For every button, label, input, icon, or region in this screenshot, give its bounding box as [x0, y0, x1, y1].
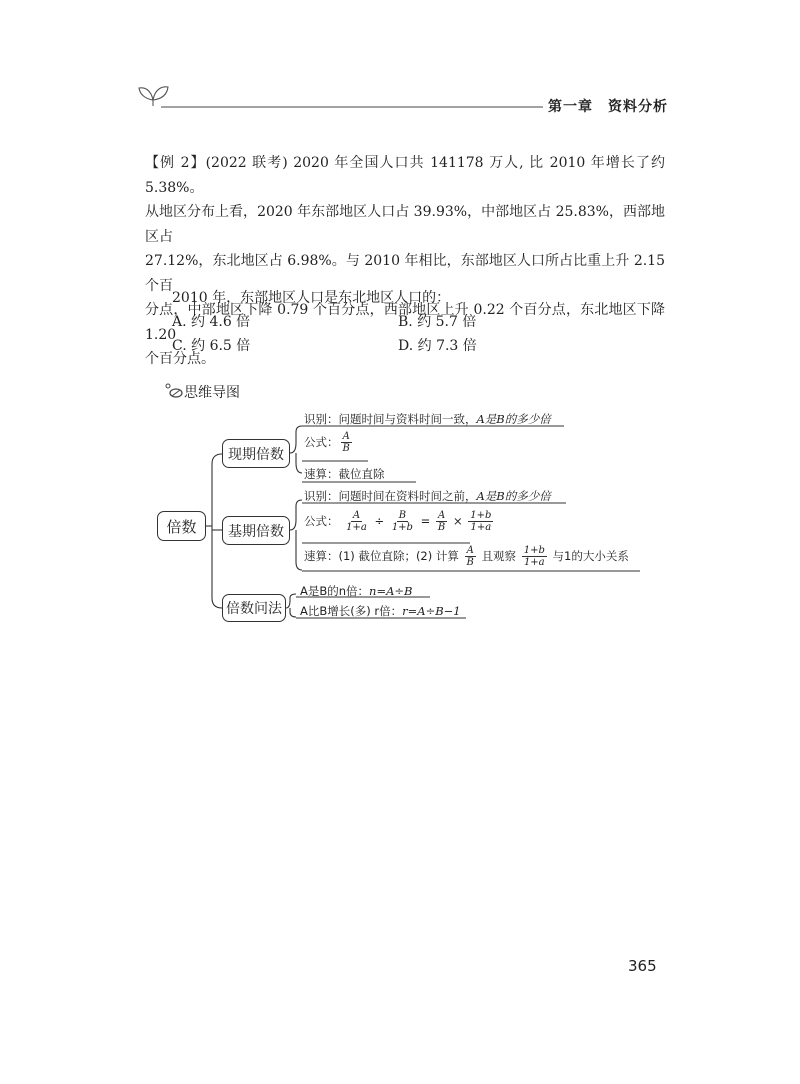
fraction-a-over-1-plus-a: $\frac{A}{1+a}$	[346, 510, 367, 533]
base-formula: 公式： $\frac{A}{1+a}$ ÷ $\frac{B}{1+b}$ = $\frac{A}{B}$ × $\frac{1+b}{1+a}$	[304, 510, 492, 533]
example-line-4: 分点，中部地区下降 0.79 个百分点，西部地区上升 0.22 个百分点，东北地区下降 1.20	[145, 302, 665, 343]
example-line-5: 个百分点。	[145, 351, 215, 367]
node-current-multiple: 现期倍数	[222, 439, 290, 468]
method-line-1: A是B的n倍：n=A÷B	[300, 584, 413, 598]
example-line-2: 从地区分布上看，2020 年东部地区人口占 39.93%，中部地区占 25.83%，西部地区占	[145, 204, 665, 245]
option-b: B. 约 5.7 倍	[398, 314, 477, 330]
current-identify: 识别：问题时间与资料时间一致，A是B的多少倍	[304, 412, 551, 426]
base-speed: 速算：(1) 截位直除；(2) 计算 $\frac{A}{B}$ 且观察 $\frac{1+b}{1+a}$ 与1的大小关系	[304, 545, 629, 568]
chapter-title: 第一章 资料分析	[548, 99, 668, 115]
mindmap-title: 思维导图	[184, 385, 240, 401]
example-line-3: 27.12%，东北地区占 6.98%。与 2010 年相比，东部地区人口所占比重上升 2.15 个百	[145, 253, 665, 294]
root-node: 倍数	[157, 511, 206, 541]
current-formula: 公式： $\frac{A}{B}$	[304, 431, 350, 454]
current-identify-var: A是B的多少倍	[476, 412, 551, 426]
example-line-1: 【例 2】(2022 联考) 2020 年全国人口共 141178 万人, 比 2010 年增长了约 5.38%。	[145, 155, 665, 196]
method-line-2: A比B增长(多) r倍：r=A÷B−1	[300, 604, 461, 618]
fraction-1-plus-b-over-1-plus-a: $\frac{1+b}{1+a}$	[470, 510, 492, 533]
node-base-multiple: 基期倍数	[222, 516, 290, 545]
fraction-1-plus-b-over-1-plus-a-2: $\frac{1+b}{1+a}$	[523, 545, 545, 568]
fraction-a-over-b-2: $\frac{A}{B}$	[437, 510, 446, 533]
option-d: D. 约 7.3 倍	[398, 338, 477, 354]
base-identify-var: A是B的多少倍	[476, 489, 551, 503]
option-a: A. 约 4.6 倍	[172, 314, 251, 330]
page-number: 365	[628, 957, 657, 975]
current-speed: 速算：截位直除	[304, 467, 385, 481]
base-identify: 识别：问题时间在资料时间之前，A是B的多少倍	[304, 489, 551, 503]
fraction-b-over-1-plus-b: $\frac{B}{1+b}$	[391, 510, 413, 533]
option-c: C. 约 6.5 倍	[172, 338, 251, 354]
node-multiple-question: 倍数问法	[222, 594, 286, 622]
fraction-a-over-b-3: $\frac{A}{B}$	[466, 545, 474, 568]
question-text: 2010 年，东部地区人口是东北地区人口的：	[172, 290, 451, 306]
fraction-a-over-b: $\frac{A}{B}$	[342, 431, 350, 454]
